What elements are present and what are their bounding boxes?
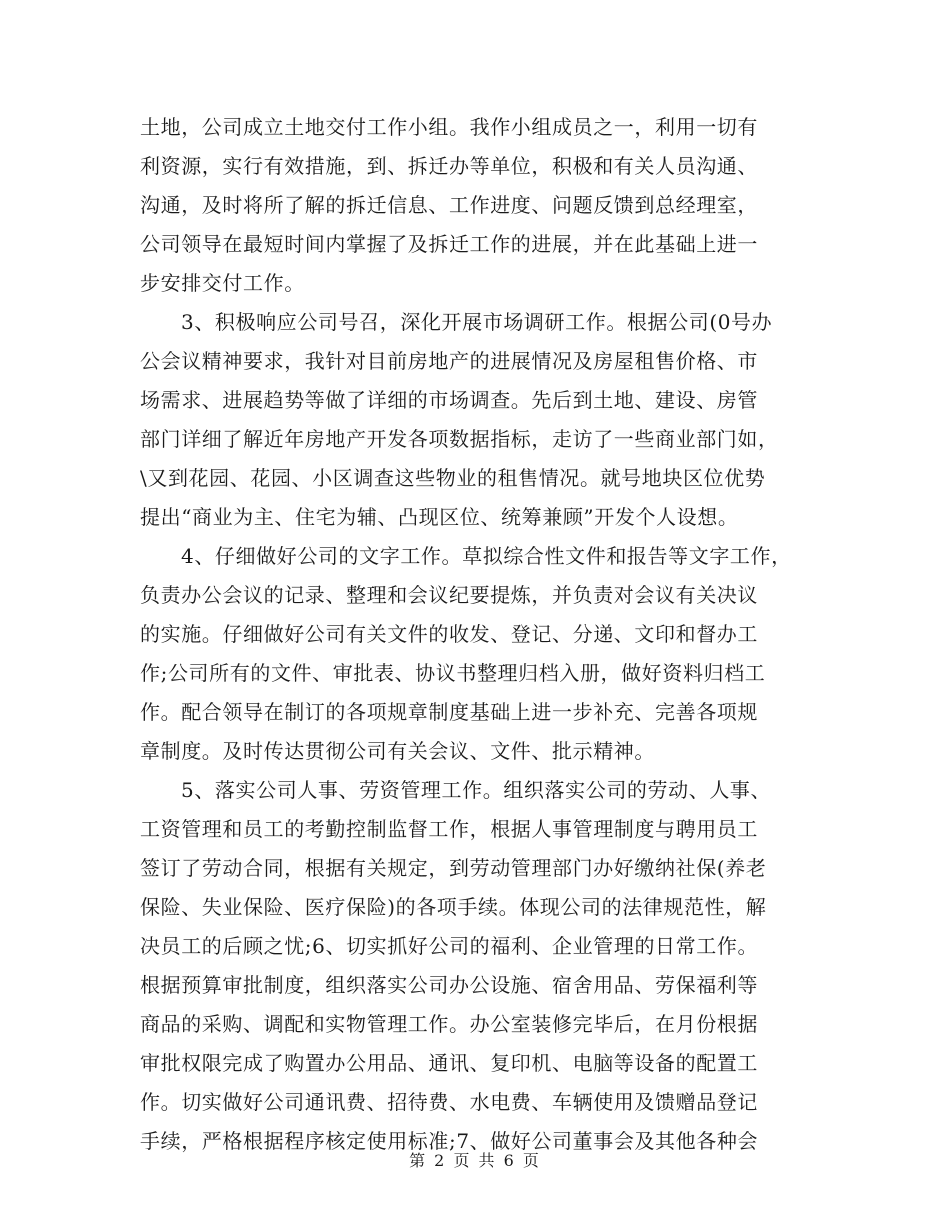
text-line: 土地，公司成立土地交付工作小组。我作小组成员之一，利用一切有 xyxy=(140,115,758,139)
text-line: 手续，严格根据程序核定使用标准;7、做好公司董事会及其他各种会 xyxy=(140,1129,759,1153)
text-line: 审批权限完成了购置办公用品、通讯、复印机、电脑等设备的配置工 xyxy=(140,1051,758,1075)
body-text xyxy=(140,108,820,1161)
text-line: 的实施。仔细做好公司有关文件的收发、登记、分递、文印和督办工 xyxy=(140,622,758,646)
text-line: 公司领导在最短时间内掌握了及拆迁工作的进展，并在此基础上进一 xyxy=(140,232,758,256)
text-line: 利资源，实行有效措施，到、拆迁办等单位，积极和有关人员沟通、 xyxy=(140,154,758,178)
text-line: 作;公司所有的文件、审批表、协议书整理归档入册，做好资料归档工 xyxy=(140,661,766,685)
text-line: 商品的采购、调配和实物管理工作。办公室装修完毕后，在月份根据 xyxy=(140,1012,758,1036)
text-line: 章制度。及时传达贯彻公司有关会议、文件、批示精神。 xyxy=(140,739,655,763)
text-line: 沟通，及时将所了解的拆迁信息、工作进度、问题反馈到总经理室， xyxy=(140,193,758,217)
text-line: 5、落实公司人事、劳资管理工作。组织落实公司的劳动、人事、 xyxy=(181,778,772,802)
text-line: 保险、失业保险、医疗保险)的各项手续。体现公司的法律规范性，解 xyxy=(140,895,767,919)
text-line: 场需求、进展趋势等做了详细的市场调查。先后到土地、建设、房管 xyxy=(140,388,758,412)
text-line: 根据预算审批制度，组织落实公司办公设施、宿舍用品、劳保福利等 xyxy=(140,973,758,997)
text-line: 作。配合领导在制订的各项规章制度基础上进一步补充、完善各项规 xyxy=(140,700,758,724)
text-line: \又到花园、花园、小区调查这些物业的租售情况。就号地块区位优势 xyxy=(140,466,766,490)
text-line: 决员工的后顾之忧;6、切实抓好公司的福利、企业管理的日常工作。 xyxy=(140,934,759,958)
text-line: 公会议精神要求，我针对目前房地产的进展情况及房屋租售价格、市 xyxy=(140,349,758,373)
text-line: 4、仔细做好公司的文字工作。草拟综合性文件和报告等文字工作， xyxy=(181,544,792,568)
text-line: 3、积极响应公司号召，深化开展市场调研工作。根据公司(0号办 xyxy=(181,310,773,334)
text-line: 作。切实做好公司通讯费、招待费、水电费、车辆使用及馈赠品登记 xyxy=(140,1090,758,1114)
text-line: 负责办公会议的记录、整理和会议纪要提炼，并负责对会议有关决议 xyxy=(140,583,758,607)
page-footer: 第 2 页 共 6 页 xyxy=(409,1151,541,1170)
text-line: 部门详细了解近年房地产开发各项数据指标，走访了一些商业部门如， xyxy=(140,427,779,451)
text-line: 签订了劳动合同，根据有关规定，到劳动管理部门办好缴纳社保(养老 xyxy=(140,856,767,880)
text-line: 步安排交付工作。 xyxy=(140,271,305,295)
text-line: 工资管理和员工的考勤控制监督工作，根据人事管理制度与聘用员工 xyxy=(140,817,758,841)
text-line: 提出“商业为主、住宅为辅、凸现区位、统筹兼顾”开发个人设想。 xyxy=(140,505,739,529)
